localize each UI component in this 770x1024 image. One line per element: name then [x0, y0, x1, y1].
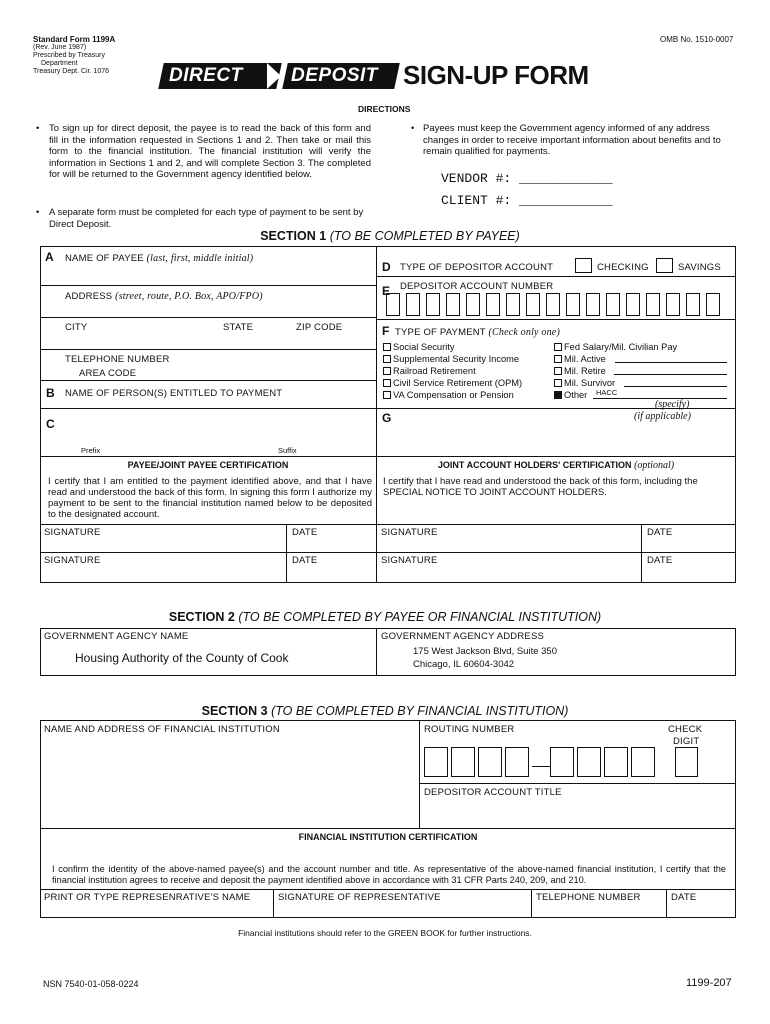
- bullet-dot: •: [36, 207, 40, 218]
- divider: [40, 349, 376, 350]
- account-number-digit-box[interactable]: [446, 293, 460, 316]
- savings-label: SAVINGS: [678, 262, 721, 273]
- financial-institution-field[interactable]: NAME AND ADDRESS OF FINANCIAL INSTITUTION: [44, 724, 280, 735]
- directions-heading: DIRECTIONS: [358, 104, 411, 114]
- city-field[interactable]: CITY: [65, 322, 88, 333]
- payment-option[interactable]: Supplemental Security Income: [383, 353, 522, 365]
- checkbox: [383, 391, 391, 399]
- payment-option[interactable]: Mil. Active: [554, 353, 677, 365]
- payment-option[interactable]: Mil. Retire: [554, 365, 677, 377]
- item-letter-a: A: [45, 250, 54, 264]
- payee-name-field[interactable]: NAME OF PAYEE (last, first, middle initial): [65, 253, 254, 264]
- fi-certification-text: I confirm the identity of the above-named payee(s) and the account number and title. As representative of the above-named financial institution, I certify that the financial institution agrees to receive and deposit the payment identified above in accordance with 31 CFR Parts 240, 209, and 210.: [52, 864, 726, 885]
- account-number-digit-box[interactable]: [646, 293, 660, 316]
- joint-certification-text: I certify that I have read and understood the back of this form, including the SPECIAL NOTICE TO JOINT ACCOUNT HOLDERS.: [383, 476, 698, 498]
- joint-date-field-2[interactable]: DATE: [647, 555, 673, 566]
- savings-checkbox[interactable]: [656, 258, 673, 273]
- account-type-label: TYPE OF DEPOSITOR ACCOUNT: [400, 262, 554, 273]
- checking-checkbox[interactable]: [575, 258, 592, 273]
- section-3-title: SECTION 3 (TO BE COMPLETED BY FINANCIAL INSTITUTION): [201, 704, 569, 718]
- directions-bullet-3: Payees must keep the Government agency informed of any address changes in order to receive important information about benefits and to remain qualified for payments.: [423, 123, 721, 157]
- item-letter-f: F: [382, 324, 390, 338]
- item-letter-g: G: [382, 411, 392, 425]
- green-book-note: Financial institutions should refer to the GREEN BOOK for further instructions.: [238, 928, 532, 938]
- payment-option[interactable]: Civil Service Retirement (OPM): [383, 377, 522, 389]
- account-number-digit-box[interactable]: [526, 293, 540, 316]
- routing-digit-box[interactable]: [631, 747, 655, 777]
- payment-option[interactable]: Mil. Survivor: [554, 377, 677, 389]
- account-number-digit-box[interactable]: [486, 293, 500, 316]
- checkbox: [383, 379, 391, 387]
- divider: [40, 524, 736, 525]
- divider: [376, 276, 736, 277]
- item-letter-d: D: [382, 260, 391, 274]
- divider: [641, 524, 642, 583]
- nsn-number: NSN 7540-01-058-0224: [43, 979, 139, 989]
- joint-date-field[interactable]: DATE: [647, 527, 673, 538]
- divider: [286, 524, 287, 583]
- form-number: Standard Form 1199A: [33, 35, 116, 44]
- checkbox: [383, 367, 391, 375]
- divider: [376, 628, 377, 676]
- account-number-digit-box[interactable]: [566, 293, 580, 316]
- agency-address-label: GOVERNMENT AGENCY ADDRESS: [381, 631, 545, 642]
- payee-address-field[interactable]: ADDRESS (street, route, P.O. Box, APO/FPO): [65, 291, 263, 302]
- agency-name-label: GOVERNMENT AGENCY NAME: [44, 631, 189, 642]
- state-field[interactable]: STATE: [223, 322, 254, 333]
- form-code: 1199-207: [686, 977, 732, 989]
- checking-label: CHECKING: [597, 262, 649, 273]
- item-letter-c: C: [46, 417, 55, 431]
- routing-number-label: ROUTING NUMBER: [424, 724, 515, 735]
- divider: [666, 889, 667, 918]
- payment-type-label: TYPE OF PAYMENT (Check only one): [395, 327, 560, 338]
- payee-date-field[interactable]: DATE: [292, 527, 318, 538]
- account-number-digit-box[interactable]: [686, 293, 700, 316]
- area-code-label: AREA CODE: [79, 368, 137, 379]
- routing-digit-box[interactable]: [604, 747, 628, 777]
- divider: [419, 720, 420, 828]
- form-identification: [33, 35, 115, 76]
- representative-date-field[interactable]: DATE: [671, 892, 697, 903]
- payment-option[interactable]: Fed Salary/Mil. Civilian Pay: [554, 341, 677, 353]
- routing-digit-box[interactable]: [505, 747, 529, 777]
- divider: [40, 889, 736, 890]
- representative-signature-field[interactable]: SIGNATURE OF REPRESENTATIVE: [278, 892, 441, 903]
- checkbox: [554, 355, 562, 363]
- account-number-digit-box[interactable]: [426, 293, 440, 316]
- form-title: SIGN-UP FORM: [403, 60, 589, 90]
- account-number-digit-box[interactable]: [406, 293, 420, 316]
- underline: [624, 386, 727, 387]
- divider: [376, 319, 736, 320]
- payee-certification-text: I certify that I am entitled to the payment identified above, and that I have read and understood the back of this form. In signing this form I authorize my payment to be sent to the financial institution named below to be deposited to the designated account.: [48, 476, 372, 520]
- payment-option[interactable]: Social Security: [383, 341, 522, 353]
- bullet-dot: •: [36, 123, 40, 134]
- routing-digit-box[interactable]: [451, 747, 475, 777]
- agency-address-line-1[interactable]: 175 West Jackson Blvd, Suite 350: [413, 646, 557, 657]
- joint-certification-title: JOINT ACCOUNT HOLDERS' CERTIFICATION (optional): [437, 460, 675, 471]
- account-number-digit-box[interactable]: [546, 293, 560, 316]
- check-digit-field[interactable]: [675, 747, 698, 777]
- checkbox: [554, 379, 562, 387]
- divider: [40, 408, 376, 409]
- account-number-digit-box[interactable]: [666, 293, 680, 316]
- routing-digit-box[interactable]: [424, 747, 448, 777]
- agency-name-value[interactable]: Housing Authority of the County of Cook: [75, 651, 289, 665]
- representative-name-field[interactable]: PRINT OR TYPE REPRESENRATIVE'S NAME: [44, 892, 251, 903]
- account-number-digit-box[interactable]: [466, 293, 480, 316]
- payment-option[interactable]: VA Compensation or Pension: [383, 389, 522, 401]
- divider: [40, 285, 376, 286]
- account-number-digit-box[interactable]: [586, 293, 600, 316]
- check-digit-label-1: CHECK: [668, 724, 703, 735]
- item-letter-e: E: [382, 284, 391, 298]
- divider: [40, 456, 736, 457]
- persons-entitled-field[interactable]: NAME OF PERSON(S) ENTITLED TO PAYMENT: [65, 388, 283, 399]
- payment-options-left: [383, 341, 522, 401]
- direct-deposit-logo: DIRECT DEPOSIT: [161, 63, 399, 89]
- routing-digit-box[interactable]: [577, 747, 601, 777]
- account-number-digit-box[interactable]: [606, 293, 620, 316]
- account-number-label: DEPOSITOR ACCOUNT NUMBER: [400, 281, 554, 292]
- fi-certification-title: FINANCIAL INSTITUTION CERTIFICATION: [298, 832, 478, 842]
- account-title-field[interactable]: DEPOSITOR ACCOUNT TITLE: [424, 787, 562, 798]
- divider: [531, 889, 532, 918]
- representative-telephone-field[interactable]: TELEPHONE NUMBER: [536, 892, 641, 903]
- telephone-field[interactable]: TELEPHONE NUMBER: [65, 354, 170, 365]
- account-number-digit-box[interactable]: [706, 293, 720, 316]
- payee-date-field-2[interactable]: DATE: [292, 555, 318, 566]
- divider: [40, 552, 736, 553]
- checkbox: [554, 367, 562, 375]
- routing-dash: [532, 766, 550, 767]
- prescribed-line-2: Department: [41, 60, 78, 67]
- checkbox-checked: [554, 391, 562, 399]
- prescribed-line-1: Prescribed by Treasury: [33, 52, 105, 59]
- other-payment-value[interactable]: HACC: [596, 388, 618, 397]
- zip-code-field[interactable]: ZIP CODE: [296, 322, 343, 333]
- directions-bullet-1: To sign up for direct deposit, the payee is to read the back of this form and fill in the information requested in Sections 1 and 2. Then take or mail this form to the financial institution. The financial institution will verify the information in Sections 1 and 2, and will complete Section 3. The completed for will be returned to the Government agency identified below.: [49, 123, 371, 180]
- divider: [376, 408, 736, 409]
- routing-digit-box[interactable]: [550, 747, 574, 777]
- client-number: CLIENT #: ____________: [441, 193, 613, 208]
- checkbox: [554, 343, 562, 351]
- omb-number: OMB No. 1510-0007: [660, 35, 734, 44]
- if-applicable-hint: (if applicable): [634, 411, 691, 422]
- divider: [40, 317, 376, 318]
- divider: [40, 828, 736, 829]
- payment-option[interactable]: Railroad Retirement: [383, 365, 522, 377]
- treasury-circular: Treasury Dept. Cir. 1076: [33, 68, 109, 75]
- joint-signature-field-2[interactable]: SIGNATURE: [381, 555, 438, 566]
- revision-date: (Rev. June 1987): [33, 44, 87, 51]
- divider: [273, 889, 274, 918]
- divider: [40, 380, 376, 381]
- section-1-title: SECTION 1 (TO BE COMPLETED BY PAYEE): [260, 229, 520, 243]
- payee-certification-title: PAYEE/JOINT PAYEE CERTIFICATION: [127, 460, 289, 470]
- payee-signature-field[interactable]: SIGNATURE: [44, 527, 101, 538]
- account-number-digit-box[interactable]: [386, 293, 400, 316]
- section-2-title: SECTION 2 (TO BE COMPLETED BY PAYEE OR FINANCIAL INSTITUTION): [168, 610, 602, 624]
- vendor-number: VENDOR #: ____________: [441, 171, 613, 186]
- bullet-dot: •: [411, 123, 415, 134]
- checkbox: [383, 343, 391, 351]
- item-letter-b: B: [46, 386, 55, 400]
- joint-signature-field[interactable]: SIGNATURE: [381, 527, 438, 538]
- underline: [614, 374, 727, 375]
- payee-signature-field-2[interactable]: SIGNATURE: [44, 555, 101, 566]
- prefix-label: Prefix: [81, 446, 101, 455]
- divider: [419, 783, 736, 784]
- specify-hint: (specify): [655, 399, 690, 410]
- account-number-digit-box[interactable]: [506, 293, 520, 316]
- divider: [376, 246, 377, 583]
- account-number-digit-box[interactable]: [626, 293, 640, 316]
- suffix-label: Suffix: [278, 446, 297, 455]
- check-digit-label-2: DIGIT: [673, 736, 700, 747]
- agency-address-line-2[interactable]: Chicago, IL 60604-3042: [413, 659, 515, 670]
- routing-digit-box[interactable]: [478, 747, 502, 777]
- checkbox: [383, 355, 391, 363]
- directions-bullet-2: A separate form must be completed for each type of payment to be sent by Direct Deposit.: [49, 207, 364, 230]
- underline: [615, 362, 727, 363]
- payment-option-other[interactable]: Other: [554, 389, 677, 401]
